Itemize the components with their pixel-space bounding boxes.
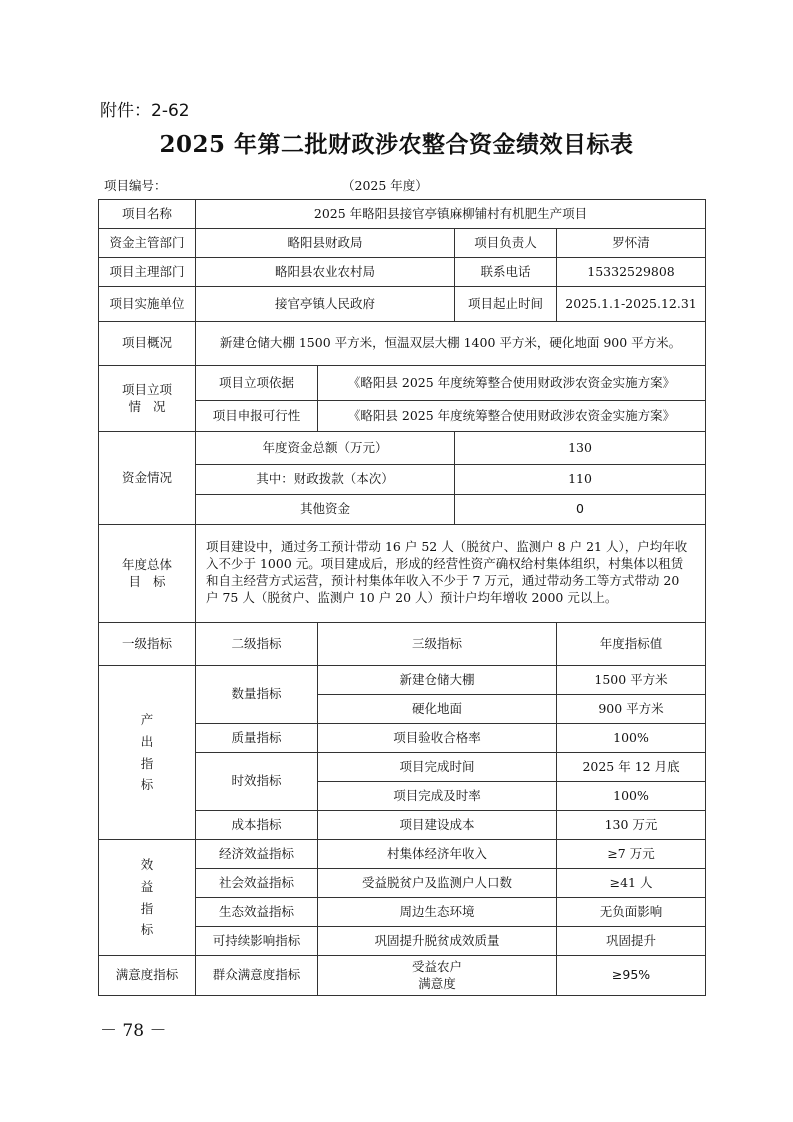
t1-value: 2025 年 12 月底 xyxy=(557,753,706,782)
satisfaction-label: 满意度指标 xyxy=(99,956,196,996)
phone-label: 联系电话 xyxy=(455,258,557,287)
table-row xyxy=(99,666,706,695)
project-owner-value: 罗怀清 xyxy=(557,229,706,258)
q2-name: 硬化地面 xyxy=(318,695,557,724)
eco-name: 周边生态环境 xyxy=(318,898,557,927)
impl-unit-value: 接官亭镇人民政府 xyxy=(196,287,455,322)
table-row xyxy=(99,432,706,465)
basis-label: 项目立项依据 xyxy=(196,366,318,401)
basis-value: 《略阳县 2025 年度统筹整合使用财政涉农资金实施方案》 xyxy=(318,366,706,401)
performance-target-table xyxy=(98,199,706,996)
table-row xyxy=(99,258,706,287)
goal-text: 项目建设中，通过务工预计带动 16 户 52 人（脱贫户、监测户 8 户 21 人），户均年收入不少于 1000 元。项目建成后，形成的经营性资产确权给村集体组织，村集体以租赁和自主经营方式运营，预计村集体年收入不少于 7 万元，通过带动务工等方式带动 20 户 75 人（脱贫户、监测户 10 户 20 人）预计户均年增收 2000 元以上。 xyxy=(196,525,706,623)
t2-name: 项目完成及时率 xyxy=(318,782,557,811)
period-value: 2025.1.1-2025.12.31 xyxy=(557,287,706,322)
q1-value: 1500 平方米 xyxy=(557,666,706,695)
total-funds-label: 年度资金总额（万元） xyxy=(196,432,455,465)
public-satisfaction-label: 群众满意度指标 xyxy=(196,956,318,996)
feasibility-label: 项目申报可行性 xyxy=(196,401,318,432)
social-name: 受益脱贫户及监测户人口数 xyxy=(318,869,557,898)
approval-label-line2: 情况 xyxy=(128,398,166,414)
satisfaction-name: 受益农户 满意度 xyxy=(318,956,557,996)
econ-value: ≥7 万元 xyxy=(557,840,706,869)
fund-dept-value: 略阳县财政局 xyxy=(196,229,455,258)
table-row xyxy=(99,525,706,623)
cost-value: 130 万元 xyxy=(557,811,706,840)
benefit-indicators-label: 效 益 指 标 xyxy=(99,840,196,956)
year-note: （2025 年度） xyxy=(342,178,428,193)
col-header-level3: 三级指标 xyxy=(318,623,557,666)
project-name-label: 项目名称 xyxy=(99,200,196,229)
table-row xyxy=(99,229,706,258)
table-row xyxy=(99,366,706,401)
attachment-number: 附件：2-62 xyxy=(100,101,190,121)
q2-value: 900 平方米 xyxy=(557,695,706,724)
sustain-indicator-label: 可持续影响指标 xyxy=(196,927,318,956)
social-value: ≥41 人 xyxy=(557,869,706,898)
other-funds-value: 0 xyxy=(455,495,706,525)
t2-value: 100% xyxy=(557,782,706,811)
approval-label xyxy=(99,366,196,432)
goal-label-line2: 目标 xyxy=(128,573,166,589)
impl-unit-label: 项目实施单位 xyxy=(99,287,196,322)
project-owner-label: 项目负责人 xyxy=(455,229,557,258)
quality-indicator-label: 质量指标 xyxy=(196,724,318,753)
project-number-label: 项目编号： xyxy=(104,178,167,193)
funds-label: 资金情况 xyxy=(99,432,196,525)
fiscal-funds-label: 其中：财政拨款（本次） xyxy=(196,465,455,495)
fiscal-funds-value: 110 xyxy=(455,465,706,495)
t1-name: 项目完成时间 xyxy=(318,753,557,782)
sustain-name: 巩固提升脱贫成效质量 xyxy=(318,927,557,956)
total-funds-value: 130 xyxy=(455,432,706,465)
time-indicator-label: 时效指标 xyxy=(196,753,318,811)
sustain-value: 巩固提升 xyxy=(557,927,706,956)
q1-name: 新建仓储大棚 xyxy=(318,666,557,695)
table-row xyxy=(99,840,706,869)
econ-indicator-label: 经济效益指标 xyxy=(196,840,318,869)
document-title: 2025 年第二批财政涉农整合资金绩效目标表 xyxy=(159,131,634,158)
social-indicator-label: 社会效益指标 xyxy=(196,869,318,898)
col-header-level2: 二级指标 xyxy=(196,623,318,666)
quantity-indicator-label: 数量指标 xyxy=(196,666,318,724)
cost-name: 项目建设成本 xyxy=(318,811,557,840)
cost-indicator-label: 成本指标 xyxy=(196,811,318,840)
output-indicators-label: 产 出 指 标 xyxy=(99,666,196,840)
overview-text: 新建仓储大棚 1500 平方米，恒温双层大棚 1400 平方米，硬化地面 900 平方米。 xyxy=(196,322,706,366)
satisfaction-value: ≥95% xyxy=(557,956,706,996)
phone-value: 15332529808 xyxy=(557,258,706,287)
other-funds-label: 其他资金 xyxy=(196,495,455,525)
project-name-value: 2025 年略阳县接官亭镇麻柳铺村有机肥生产项目 xyxy=(196,200,706,229)
table-row xyxy=(99,200,706,229)
econ-name: 村集体经济年收入 xyxy=(318,840,557,869)
eco-value: 无负面影响 xyxy=(557,898,706,927)
overview-label: 项目概况 xyxy=(99,322,196,366)
period-label: 项目起止时间 xyxy=(455,287,557,322)
quality-name: 项目验收合格率 xyxy=(318,724,557,753)
lead-dept-value: 略阳县农业农村局 xyxy=(196,258,455,287)
table-row xyxy=(99,322,706,366)
approval-label-line1: 项目立项 xyxy=(121,381,172,397)
lead-dept-label: 项目主理部门 xyxy=(99,258,196,287)
col-header-value: 年度指标值 xyxy=(557,623,706,666)
feasibility-value: 《略阳县 2025 年度统筹整合使用财政涉农资金实施方案》 xyxy=(318,401,706,432)
col-header-level1: 一级指标 xyxy=(99,623,196,666)
goal-label xyxy=(99,525,196,623)
table-row xyxy=(99,287,706,322)
table-row xyxy=(99,956,706,996)
quality-value: 100% xyxy=(557,724,706,753)
page-number: － 78 － xyxy=(100,1021,167,1041)
fund-dept-label: 资金主管部门 xyxy=(99,229,196,258)
eco-indicator-label: 生态效益指标 xyxy=(196,898,318,927)
goal-label-line1: 年度总体 xyxy=(121,556,172,572)
table-row xyxy=(99,623,706,666)
